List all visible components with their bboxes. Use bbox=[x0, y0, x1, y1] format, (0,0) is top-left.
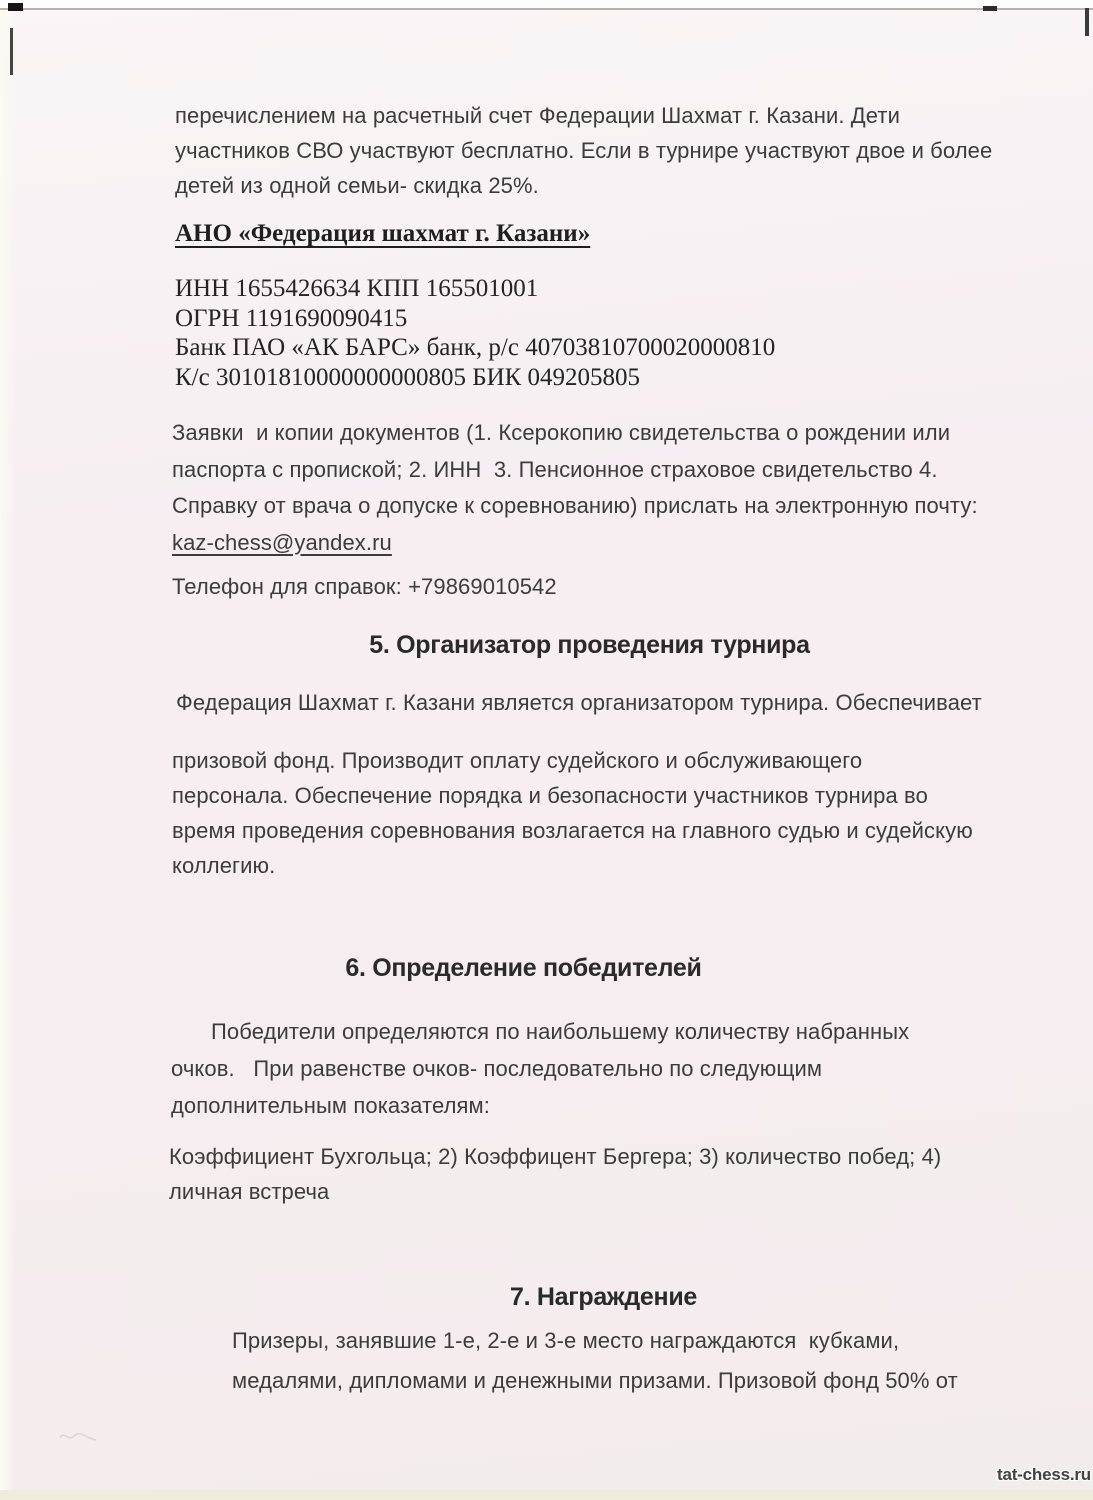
section-6-heading bbox=[0, 954, 1070, 983]
intro-paragraph bbox=[175, 98, 992, 203]
bank-account-line: Банк ПАО «АК БАРС» банк, р/с 40703810700020000810 bbox=[175, 334, 776, 361]
ogrn-line: ОГРН 1191690090415 bbox=[175, 304, 408, 332]
scan-top-hairline bbox=[0, 8, 1093, 10]
applications-paragraph bbox=[172, 415, 978, 561]
section-7-heading bbox=[57, 1283, 1093, 1312]
text-line: дополнительным показателям: bbox=[171, 1093, 490, 1118]
text-line: Призеры, занявшие 1-е, 2-е и 3-е место награждаются кубками, bbox=[232, 1328, 900, 1353]
inn-kpp-line: ИНН 1655426634 КПП 165501001 bbox=[175, 275, 539, 302]
text-line: участников СВО участвуют бесплатно. Если в турнире участвуют двое и более bbox=[175, 138, 993, 163]
text-line: детей из одной семьи- скидка 25%. bbox=[175, 173, 539, 198]
text-line: Победители определяются по наибольшему количеству набранных bbox=[211, 1019, 910, 1044]
section-5-heading-text: 5. Организатор проведения турнира bbox=[369, 631, 810, 659]
text-line: личная встреча bbox=[169, 1179, 330, 1204]
pencil-smudge bbox=[58, 1428, 98, 1449]
text-line: Коэффициент Бухгольца; 2) Коэффицент Бергера; 3) количество побед; 4) bbox=[169, 1144, 942, 1169]
section-7-heading-text: 7. Награждение bbox=[509, 1283, 697, 1311]
text-line: Федерация Шахмат г. Казани является организатором турнира. Обеспечивает bbox=[176, 690, 982, 715]
tiebreak-criteria-paragraph bbox=[169, 1139, 941, 1209]
section-5-paragraph bbox=[172, 743, 973, 883]
section-5-lead-line bbox=[176, 690, 982, 716]
scan-bottom-edge bbox=[0, 1490, 1093, 1500]
org-name-text: АНО «Федерация шахмат г. Казани» bbox=[175, 220, 591, 247]
text-line: перечислением на расчетный счет Федерации Шахмат г. Казани. Дети bbox=[175, 103, 900, 128]
text-line: Заявки и копии документов (1. Ксерокопию свидетельства о рождении или bbox=[172, 420, 951, 445]
bank-details bbox=[175, 274, 775, 392]
scan-left-edge bbox=[0, 0, 16, 1500]
scan-top-right-mark bbox=[983, 6, 997, 11]
corr-account-line: К/с 30101810000000000805 БИК 049205805 bbox=[175, 363, 641, 391]
scan-left-edge-line bbox=[10, 28, 13, 75]
text-line: медалями, дипломами и денежными призами. Призовой фонд 50% от bbox=[232, 1368, 958, 1393]
org-name-heading bbox=[175, 220, 590, 248]
watermark-text: tat-chess.ru bbox=[997, 1465, 1091, 1484]
text-line: время проведения соревнования возлагается на главного судью и судейскую bbox=[172, 818, 973, 843]
text-line: коллегию. bbox=[172, 853, 276, 878]
text-line: персонала. Обеспечение порядка и безопасности участников турнира во bbox=[172, 783, 928, 808]
text-line: паспорта с пропиской; 2. ИНН 3. Пенсионное страховое свидетельство 4. bbox=[172, 456, 938, 482]
site-watermark bbox=[997, 1465, 1091, 1485]
section-7-paragraph bbox=[232, 1321, 958, 1401]
phone-line bbox=[172, 574, 557, 600]
text-line: призовой фонд. Производит оплату судейского и обслуживающего bbox=[172, 748, 863, 773]
scan-corner-mark bbox=[8, 3, 23, 11]
section-5-heading bbox=[43, 631, 1093, 660]
scan-right-edge-line bbox=[1085, 8, 1089, 36]
section-6-paragraph bbox=[171, 1013, 909, 1124]
section-6-heading-text: 6. Определение победителей bbox=[345, 954, 702, 982]
text-line: очков. При равенстве очков- последовательно по следующим bbox=[171, 1056, 823, 1081]
text-line: Справку от врача о допуске к соревнованию) прислать на электронную почту: bbox=[172, 493, 978, 518]
phone-text: Телефон для справок: +79869010542 bbox=[172, 574, 557, 599]
email-address: kaz-chess@yandex.ru bbox=[172, 529, 392, 555]
